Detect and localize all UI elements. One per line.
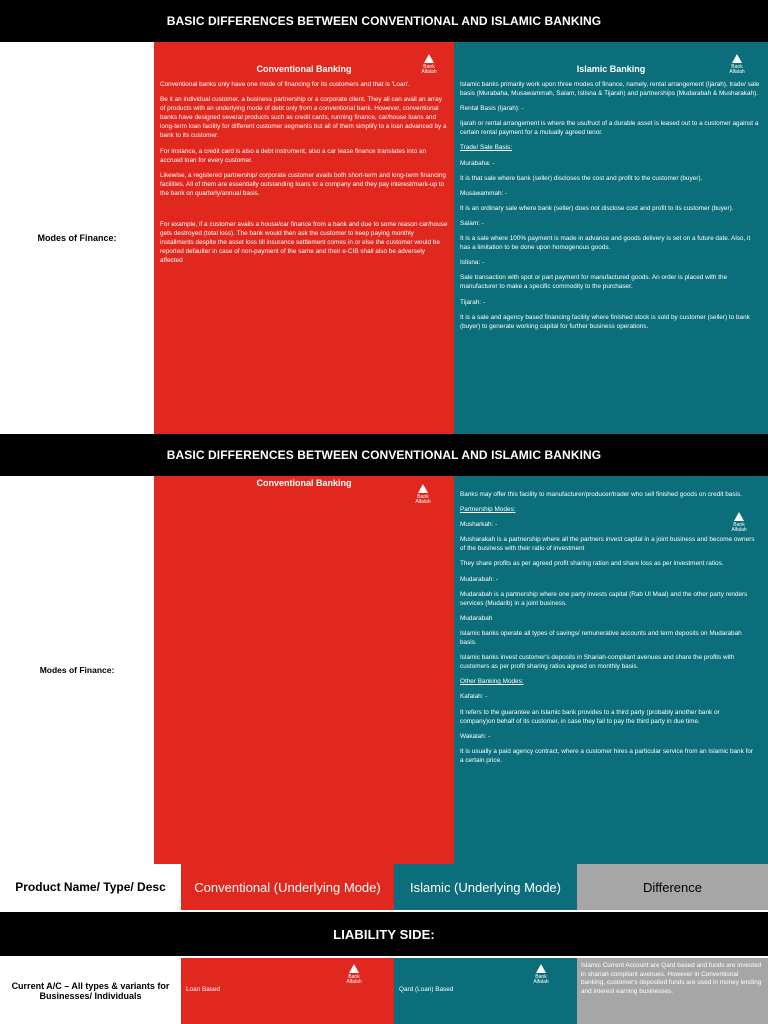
slide2-conventional-title: Conventional Banking: [256, 478, 352, 488]
bank-logo-icon: Bank Alfalah: [726, 512, 752, 533]
slide2-musharkah-heading: Musharkah: -: [460, 521, 498, 529]
slide1-musawammah-text: It is an ordinary sale where bank (seller) does not disclose cost and profit to its customer (buyer).: [460, 204, 734, 212]
table-header-islamic-text: Islamic (Underlying Mode): [410, 879, 561, 895]
slide1-islamic-title: Islamic Banking: [576, 64, 646, 74]
slide1-islamic-intro: Islamic banks primarily work upon three modes of finance, namely, rental arrangement (Ijarah), trade/ sale basis (Murabaha, Musawammah, Salam, Istisna & Tijarah) and partnerships (Mudarabah & Musharakah).: [460, 81, 760, 98]
slide2-mudarabah-text3: Islamic banks invest customer's deposits in Shariah-compliant avenues and share the profits with customers as per profit sharing ratios agreed on monthly basis.: [460, 654, 735, 671]
slide1-istisna-heading: Istisna: -: [460, 259, 485, 267]
table-row-islamic: [394, 958, 577, 1024]
table-row-difference-text: Islamic Current Account are Qard based and funds are invested in shariah compliant avenues. However in Conventional banking, customer's deposited funds are used in money lending and interest earning businesses.: [581, 962, 762, 995]
table-row-conventional-text: Loan Based: [186, 986, 221, 993]
slide1-murabaha-heading: Murabaha: -: [460, 159, 495, 167]
slide1-salam-heading: Salam: -: [460, 219, 484, 227]
slide2-mudarabah-sub: Mudarabah: [460, 614, 493, 622]
slide1-conv-para-2: Be it an individual customer, a business partnership or a corporate client. They all can avail an array of products with an underlying mode of debt only from a conventional bank. However, conventional banks have designed several products such as credit cards, running finance, car/house loans and long-term loan facility for different customer segments but all of them simplify to a loan advanced by a bank to its customer.: [160, 96, 447, 140]
slide1-conv-para-4: Likewise, a registered partnership/ corporate customer avails both short-term and long-term financing facilities. All of them are essentially outstanding loans to a company and they pay interest/mark-up to the bank on quarterly/annual basis.: [160, 171, 446, 197]
slide2-banner-title: BASIC DIFFERENCES BETWEEN CONVENTIONAL AND ISLAMIC BANKING: [166, 448, 602, 462]
table-header-conventional: [181, 864, 394, 910]
slide1-trade-heading: Trade/ Sale Basis:: [460, 144, 512, 152]
slide2-mudarabah-text: Mudarabah is a partnership where one party invests capital (Rab Ul Maal) and the other party renders services (Mudarib) in a joint business.: [460, 590, 748, 607]
slide1-conventional-column: [154, 42, 454, 434]
slide1-murabaha-text: It is that sale where bank (seller) discloses the cost and profit to the customer (buyer).: [460, 174, 703, 182]
slide1-row-label: [0, 42, 154, 434]
bank-logo-icon: Bank Alfalah: [341, 964, 367, 985]
slide2-islamic-intro: Banks may offer this facility to manufacturer/producer/trader who sell finished goods on credit basis.: [460, 491, 742, 498]
table-header-islamic: [394, 864, 577, 910]
slide1-banner-title: BASIC DIFFERENCES BETWEEN CONVENTIONAL AND ISLAMIC BANKING: [166, 14, 602, 28]
bank-logo-icon: Bank Alfalah: [528, 964, 554, 985]
slide2-kafalah-text: It refers to the guarantee an Islamic bank provides to a third party (probably another bank or company)on behalf of its customer, in case they fail to pay the third party in due time.: [460, 708, 720, 725]
table-header-conventional-text: Conventional (Underlying Mode): [194, 879, 381, 895]
table-row-islamic-text: Qard (Loan) Based: [399, 986, 454, 993]
slide2-wakalah-heading: Wakalah: -: [460, 732, 491, 740]
slide1-conv-para-3: For instance, a credit card is also a debt instrument, also a car lease finance translates into an accrued loan for every customer.: [160, 147, 427, 164]
slide1-row-label-text: Modes of Finance:: [37, 233, 117, 243]
slide2-conventional-column: [154, 476, 454, 864]
table-header-product-text: Product Name/ Type/ Desc: [15, 880, 166, 894]
slide2-banner: [0, 434, 768, 476]
slide1-istisna-text: Sale transaction with spot or part payment for manufactured goods. An order is placed with the manufacturer to make a specific commodity to the purchaser.: [460, 274, 728, 291]
slide1-islamic-column: [454, 42, 768, 434]
slide2-musharkah-text2: They share profits as per agreed profit sharing ration and share loss as per investment ratios.: [460, 560, 724, 568]
slide1-conv-para-1: Conventional banks only have one mode of financing for its customers and that is 'Loan'.: [160, 81, 411, 88]
slide2-islamic-column: [454, 476, 768, 864]
slide2-wakalah-text: It is usually a paid agency contract, where a customer hires a particular service from an Islamic bank for a certain price.: [460, 747, 754, 764]
table-row-product-text: Current A/C – All types & variants for Businesses/ Individuals: [11, 981, 170, 1001]
slide1-tijarah-text: It is a sale and agency based financing facility where finished stock is sold by customer (seller) to bank (buyer) to generate working capital for further business operations.: [460, 313, 750, 330]
slide1-rental-heading: Rental Basis (Ijarah): -: [460, 105, 524, 113]
slide2-row-label: [0, 476, 154, 864]
bank-logo-icon: Bank Alfalah: [416, 54, 442, 75]
slide2-row-label-text: Modes of Finance:: [39, 665, 115, 675]
slide1-banner: [0, 0, 768, 42]
slide1-salam-text: It is a sale where 100% payment is made in advance and goods delivery is set on a future date. Also, it has a limitation to be done upon homogenous goods.: [460, 235, 751, 252]
slide2-other-heading: Other Banking Modes:: [460, 678, 524, 686]
table-header-product: [0, 864, 181, 910]
slide1-conv-para-5: For example, if a customer avails a house/car finance from a bank and due to some reason car/house gets destroyed (total loss). The bank would then ask the customer to keep paying monthly installments despite the asset loss till insurance settlement comes in or else the customer would be reported defaulter in case of non-payment of the same and their e-CIB shall also be adversely affected: [160, 221, 448, 265]
slide1-rental-text: Ijarah or rental arrangement is where the usufruct of a durable asset is leased out to a customer against a certain rental payment for a mutually agreed tenor.: [460, 120, 759, 137]
table-row-product: [0, 958, 181, 1024]
slide2-mudarabah-heading: Mudarabah: -: [460, 575, 499, 583]
bank-logo-icon: Bank Alfalah: [410, 484, 436, 505]
liability-section-banner: [0, 912, 768, 956]
bank-logo-icon: Bank Alfalah: [724, 54, 750, 75]
liability-section-title: LIABILITY SIDE:: [333, 926, 435, 942]
slide1-conventional-title: Conventional Banking: [256, 64, 352, 74]
slide2-partnership-heading: Partnership Modes:: [460, 506, 516, 514]
table-header-difference: [577, 864, 768, 910]
slide1-musawammah-heading: Musawammah: -: [460, 189, 508, 197]
slide1-tijarah-heading: Tijarah: -: [460, 298, 485, 306]
table-header-difference-text: Difference: [642, 879, 702, 895]
slide2-kafalah-heading: Kafalah: -: [460, 693, 488, 701]
table-row-difference: [577, 958, 768, 1024]
slide2-musharkah-text1: Musharakah is a partnership where all the partners invest capital in a joint business and become owners of the business with their ratio of investment: [460, 536, 755, 553]
slide2-mudarabah-text2: Islamic banks operate all types of savings/ remunerative accounts and term deposits on Mudarabah basis.: [460, 629, 742, 647]
table-row-conventional: [181, 958, 394, 1024]
